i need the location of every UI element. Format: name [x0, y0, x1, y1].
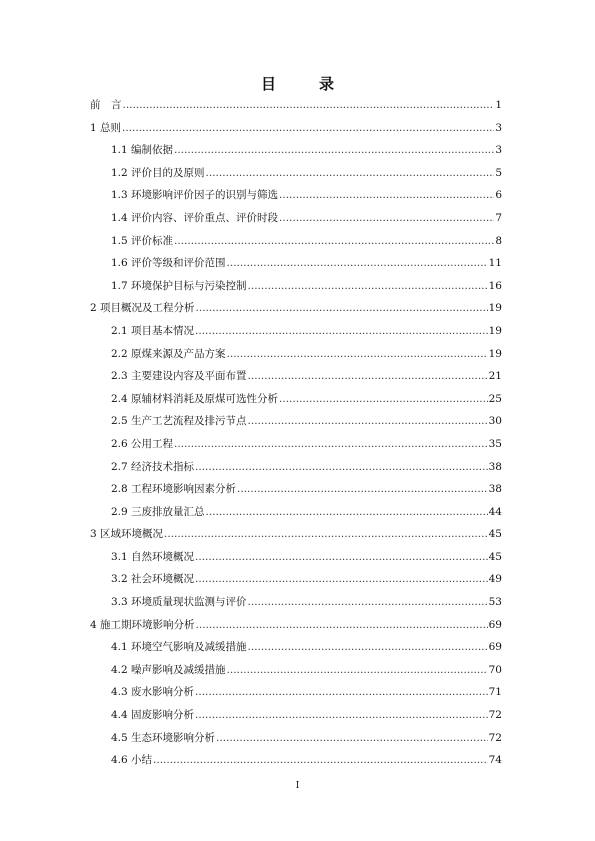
toc-dot-leader: [122, 122, 494, 134]
toc-entry-page: 3: [495, 121, 502, 134]
toc-dot-leader: [195, 461, 488, 473]
toc-entry-page: 6: [495, 189, 502, 202]
toc-entry[interactable]: [90, 97, 502, 120]
toc-entry-label: 2.2 原煤来源及产品方案: [111, 347, 226, 360]
toc-entry-page: 70: [488, 663, 502, 676]
toc-dot-leader: [216, 732, 488, 744]
toc-dot-leader: [174, 235, 494, 247]
toc-entry[interactable]: [90, 639, 502, 662]
toc-entry[interactable]: [90, 368, 502, 391]
toc-entry-label: 1.7 环境保护目标与污染控制: [111, 279, 247, 292]
toc-entry-page: 44: [488, 505, 502, 518]
toc-entry[interactable]: [90, 413, 502, 436]
toc-dot-leader: [195, 573, 488, 585]
toc-entry[interactable]: [90, 142, 502, 165]
page-number: I: [295, 781, 300, 791]
toc-entry[interactable]: [90, 187, 502, 210]
toc-dot-leader: [227, 664, 488, 676]
toc-entry-label: 2.4 原辅材料消耗及原煤可选性分析: [111, 392, 279, 405]
toc-entry-label: 3.2 社会环境概况: [111, 573, 195, 586]
toc-entry[interactable]: [90, 752, 502, 775]
toc-dot-leader: [248, 370, 488, 382]
toc-entry[interactable]: [90, 233, 502, 256]
toc-entry-label: 4.3 废水影响分析: [111, 686, 195, 699]
toc-dot-leader: [279, 393, 488, 405]
toc-entry-page: 69: [488, 618, 502, 631]
toc-entry-page: 19: [488, 324, 502, 337]
toc-entry-page: 8: [495, 234, 502, 247]
toc-entry-label: 2.1 项目基本情况: [111, 324, 195, 337]
toc-dot-leader: [248, 596, 488, 608]
toc-entry-label: 2.3 主要建设内容及平面布置: [111, 370, 247, 383]
toc-entry-page: 5: [495, 166, 502, 179]
toc-dot-leader: [196, 302, 488, 314]
toc-dot-leader: [195, 686, 488, 698]
toc-entry[interactable]: [90, 549, 502, 572]
toc-dot-leader: [174, 144, 494, 156]
toc-entry-label: 2 项目概况及工程分析: [90, 302, 195, 315]
toc-dot-leader: [227, 257, 488, 269]
toc-entry-label: 2.5 生产工艺流程及排污节点: [111, 415, 247, 428]
toc-entry[interactable]: [90, 617, 502, 640]
toc-dot-leader: [196, 619, 488, 631]
toc-entry[interactable]: [90, 210, 502, 233]
toc-entry[interactable]: [90, 323, 502, 346]
toc-entry-page: 30: [488, 415, 502, 428]
toc-dot-leader: [248, 641, 488, 653]
toc-entry[interactable]: [90, 391, 502, 414]
toc-entry-page: 49: [488, 573, 502, 586]
toc-entry-label: 4.6 小结: [111, 754, 153, 767]
toc-entry-page: 38: [488, 460, 502, 473]
toc-entry[interactable]: [90, 120, 502, 143]
toc-dot-leader: [195, 551, 488, 563]
toc-entry-label: 2.9 三废排放量汇总: [111, 505, 205, 518]
toc-entry-label: 4.2 噪声影响及减缓措施: [111, 663, 226, 676]
toc-entry-label: 4.4 固废影响分析: [111, 709, 195, 722]
toc-entry[interactable]: [90, 526, 502, 549]
toc-entry-page: 25: [488, 392, 502, 405]
toc-entry-page: 38: [488, 483, 502, 496]
toc-entry-page: 71: [488, 686, 502, 699]
toc-entry-page: 72: [488, 731, 502, 744]
toc-dot-leader: [248, 280, 488, 292]
toc-entry[interactable]: [90, 481, 502, 504]
toc-entry[interactable]: [90, 278, 502, 301]
toc-dot-leader: [248, 415, 488, 427]
toc-entry-page: 21: [488, 370, 502, 383]
toc-entry[interactable]: [90, 255, 502, 278]
toc-entry-label: 1.4 评价内容、评价重点、评价时段: [111, 211, 279, 224]
toc-entry[interactable]: [90, 300, 502, 323]
toc-entry-page: 74: [488, 754, 502, 767]
toc-entry[interactable]: [90, 707, 502, 730]
toc-dot-leader: [123, 99, 495, 111]
toc-dot-leader: [227, 348, 488, 360]
toc-entry-page: 7: [495, 211, 502, 224]
toc-entry[interactable]: [90, 504, 502, 527]
table-of-contents: [90, 97, 502, 775]
toc-entry-label: 1.2 评价目的及原则: [111, 166, 205, 179]
toc-entry[interactable]: [90, 730, 502, 753]
toc-entry-page: 72: [488, 709, 502, 722]
toc-entry-label: 4.5 生态环境影响分析: [111, 731, 216, 744]
toc-entry-page: 3: [495, 144, 502, 157]
toc-entry-page: 19: [488, 302, 502, 315]
toc-dot-leader: [279, 212, 494, 224]
toc-entry-label: 4.1 环境空气影响及减缓措施: [111, 641, 247, 654]
toc-entry[interactable]: [90, 684, 502, 707]
toc-dot-leader: [206, 167, 495, 179]
toc-entry[interactable]: [90, 571, 502, 594]
toc-entry-label: 2.8 工程环境影响因素分析: [111, 483, 237, 496]
toc-dot-leader: [195, 325, 488, 337]
toc-entry-label: 1 总则: [90, 121, 122, 134]
toc-entry-label: 2.7 经济技术指标: [111, 460, 195, 473]
toc-dot-leader: [279, 189, 494, 201]
toc-dot-leader: [195, 709, 488, 721]
toc-entry-label: 4 施工期环境影响分析: [90, 618, 195, 631]
toc-entry-label: 3.3 环境质量现状监测与评价: [111, 596, 247, 609]
toc-entry-label: 1.1 编制依据: [111, 144, 174, 157]
toc-dot-leader: [164, 528, 488, 540]
toc-entry[interactable]: [90, 594, 502, 617]
toc-dot-leader: [206, 506, 488, 518]
toc-entry-page: 45: [488, 550, 502, 563]
toc-entry-label: 2.6 公用工程: [111, 437, 174, 450]
toc-dot-leader: [174, 438, 488, 450]
toc-entry-page: 19: [488, 347, 502, 360]
toc-entry-page: 1: [495, 99, 502, 111]
toc-entry[interactable]: [90, 436, 502, 459]
toc-entry-label: 3.1 自然环境概况: [111, 550, 195, 563]
toc-entry-page: 35: [488, 437, 502, 450]
toc-dot-leader: [237, 483, 488, 495]
toc-entry[interactable]: [90, 165, 502, 188]
toc-entry-label: 3 区域环境概况: [90, 528, 164, 541]
toc-entry-label: 1.5 评价标准: [111, 234, 174, 247]
toc-entry[interactable]: [90, 662, 502, 685]
toc-entry-page: 16: [488, 279, 502, 292]
toc-entry-label: 1.3 环境影响评价因子的识别与筛选: [111, 189, 279, 202]
toc-title: 目 录: [260, 75, 348, 93]
toc-entry-page: 11: [488, 257, 502, 270]
toc-entry-page: 45: [488, 528, 502, 541]
toc-entry-page: 53: [488, 596, 502, 609]
toc-entry[interactable]: [90, 346, 502, 369]
toc-entry[interactable]: [90, 459, 502, 482]
toc-entry-label: 1.6 评价等级和评价范围: [111, 257, 226, 270]
toc-dot-leader: [153, 754, 488, 766]
toc-entry-label: 前 言: [90, 99, 122, 111]
toc-entry-page: 69: [488, 641, 502, 654]
